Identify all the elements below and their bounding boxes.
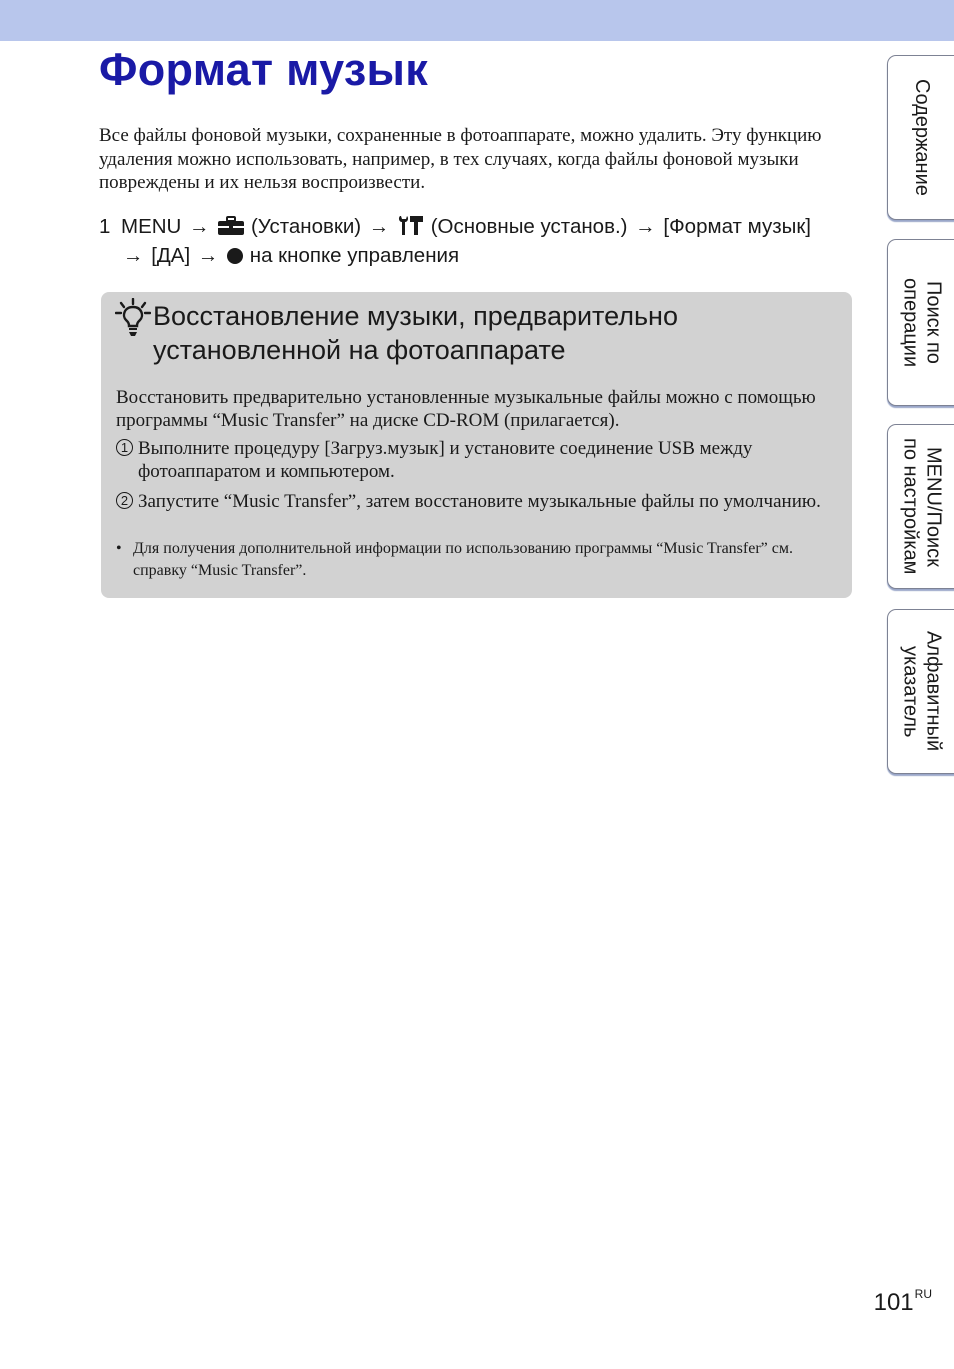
tab-menu-settings-search[interactable] [887,424,954,589]
circled-number-1: 1 [116,439,133,456]
hint-text: Восстановить предварительно установленные музыкальные файлы можно с помощью программы “Music Transfer” на диске CD-ROM (прилагается). [116,387,816,431]
hint-step-text: Запустите “Music Transfer”, затем восстановите музыкальные файлы по умолчанию. [138,491,821,512]
hint-box [101,292,852,598]
tab-menu-settings-search-label: MENU/Поиск по настройкам [899,438,945,575]
hint-note-text: Для получения дополнительной информации по использованию программы “Music Transfer” см. справку “Music Transfer”. [133,540,793,579]
arrow-icon: → [368,215,390,238]
arrow-icon: → [197,244,219,267]
hint-step-2 [116,490,836,513]
step-number: 1 [99,215,111,238]
arrow-icon: → [123,244,144,267]
page-number-value: 101 [873,1289,914,1316]
step-1 [99,212,839,270]
menu-label: MENU [121,215,182,238]
tab-alphabetical-index[interactable] [887,609,954,774]
tab-search-by-operation[interactable] [887,239,954,406]
hint-title: Восстановление музыки, предварительно установленной на фотоаппарате [153,301,678,365]
bullet: • [116,540,122,557]
circled-number-2: 2 [116,492,133,509]
tab-contents-label: Содержание [911,79,933,196]
filled-circle-icon [226,247,244,265]
main-settings-label: (Основные установ.) [430,215,628,238]
tab-contents[interactable] [887,55,954,220]
control-button-label: на кнопке управления [249,244,460,267]
hint-note [116,538,836,582]
page-number [874,1287,932,1317]
format-music-label: [Формат музык] [663,215,811,238]
page-title: Формат музык [99,44,429,95]
top-band [0,0,954,41]
tab-search-by-operation-label: Поиск по операции [899,277,945,368]
wrench-hammer-icon [397,214,425,236]
lightbulb-hint-icon [115,298,151,338]
hint-step-1 [116,437,836,483]
arrow-icon: → [189,215,210,238]
page-locale: RU [914,1287,932,1301]
hint-step-text: Выполните процедуру [Загруз.музык] и установите соединение USB между фотоаппаратом и компьютером. [138,438,753,482]
yes-label: [ДА] [151,244,191,267]
tab-alphabetical-index-label: Алфавитный указатель [899,631,945,752]
toolbox-icon [217,216,245,236]
setup-label: (Установки) [250,215,362,238]
intro-paragraph: Все файлы фоновой музыки, сохраненные в фотоаппарате, можно удалить. Эту функцию удаления можно использовать, например, в тех случаях, когда файлы фоновой музыки повреждены и их нельзя воспроизвести. [99,125,822,193]
arrow-icon: → [635,215,656,238]
